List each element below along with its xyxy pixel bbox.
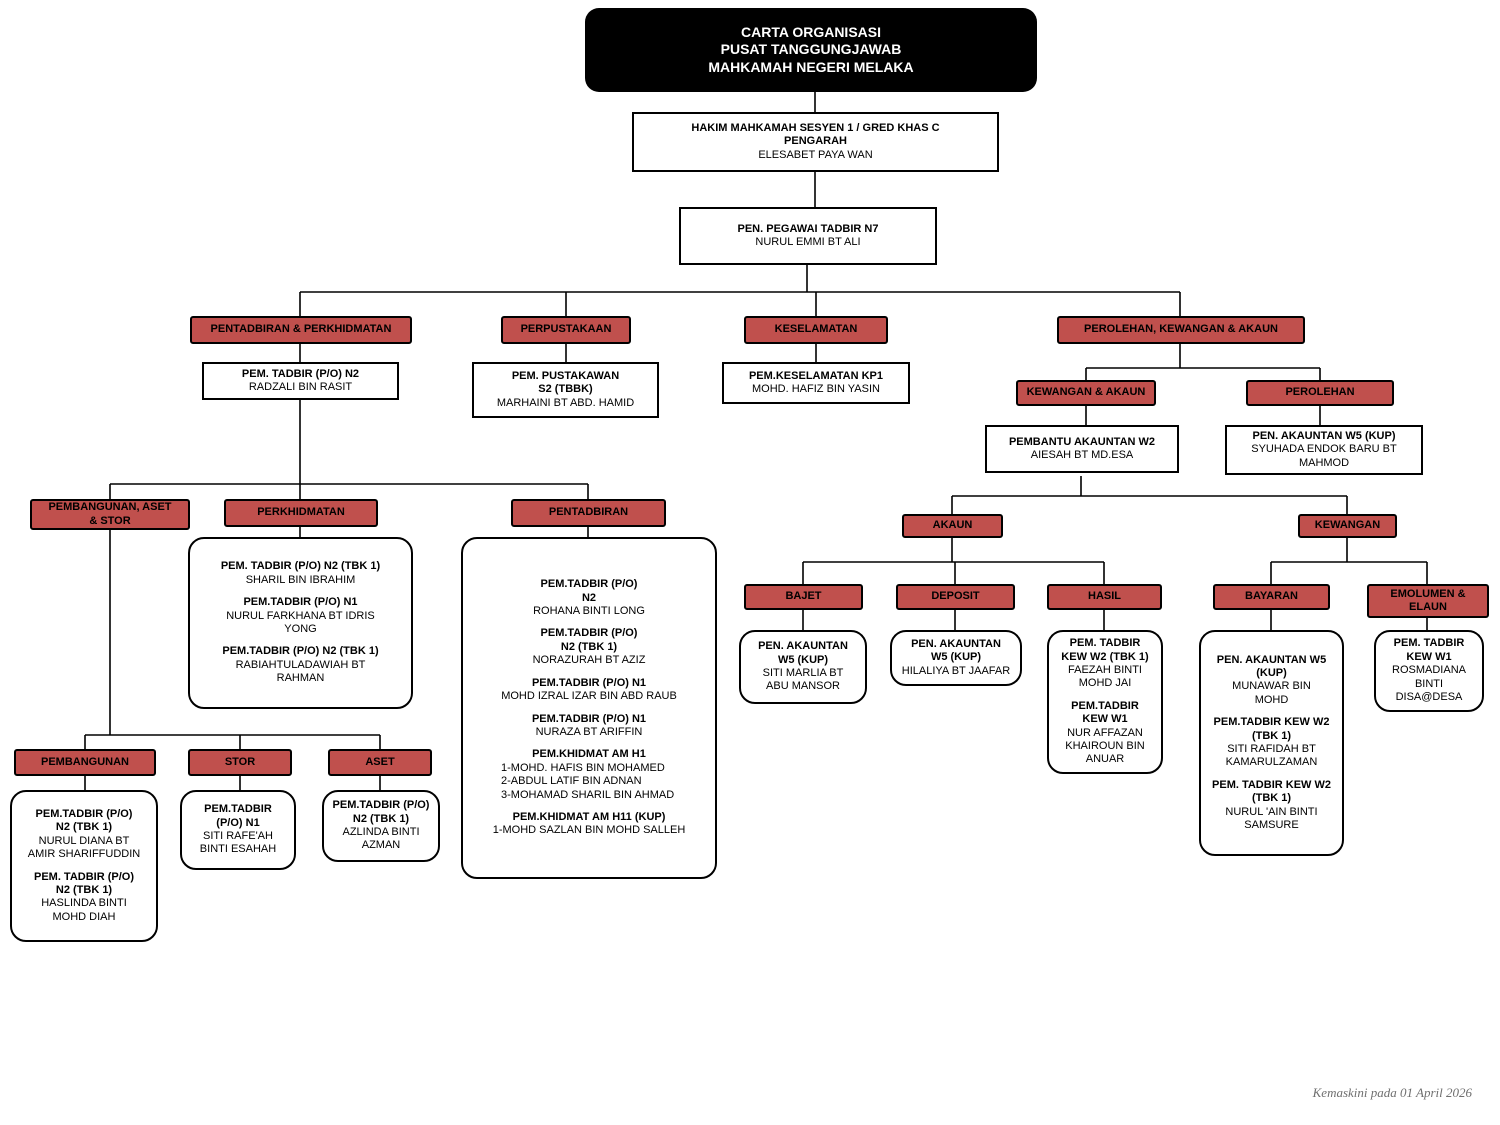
pem-tadbir-po-n2-role: PEM. TADBIR (P/O) N2 <box>241 367 360 380</box>
pentadbiran-role-4: PEM.TADBIR (P/O) N1 <box>531 712 647 725</box>
pembangunan-role-2a: PEM. TADBIR (P/O) <box>33 870 134 883</box>
bayaran-role-2b: (TBK 1) <box>1251 729 1292 742</box>
pentadbiran-name-1: ROHANA BINTI LONG <box>533 605 645 618</box>
pengarah-role-1: HAKIM MAHKAMAH SESYEN 1 / GRED KHAS C <box>691 121 940 134</box>
deposit-name-1: HILALIYA BT JAAFAR <box>901 664 1011 677</box>
emolumen-role-1b: KEW W1 <box>1406 650 1452 663</box>
bayaran-name-3a: NURUL 'AIN BINTI <box>1225 805 1318 818</box>
subdivision-deposit[interactable] <box>896 584 1015 610</box>
bayaran-name-2b: KAMARULZAMAN <box>1225 756 1318 769</box>
subdivision-bajet-label: BAJET <box>785 590 822 603</box>
title-line-3: MAHKAMAH NEGERI MELAKA <box>708 58 914 75</box>
division-perpustakaan-label: PERPUSTAKAAN <box>520 323 612 336</box>
subdivision-aset-label: ASET <box>365 755 395 768</box>
bayaran-name-3b: SAMSURE <box>1244 819 1299 832</box>
bajet-role-1b: W5 (KUP) <box>777 653 829 666</box>
deputy-name: NURUL EMMI BT ALI <box>755 236 861 248</box>
bayaran-role-1a: PEN. AKAUNTAN W5 <box>1216 653 1327 666</box>
pentadbiran-role-2a: PEM.TADBIR (P/O) <box>540 627 638 640</box>
subdivision-pembangunan-aset-stor[interactable] <box>30 499 190 530</box>
stor-name-1a: SITI RAFE'AH <box>203 830 273 842</box>
subdivision-emolumen-elaun-label-2: ELAUN <box>1409 601 1447 613</box>
bajet-name-1b: ABU MANSOR <box>766 680 840 693</box>
pentadbiran-name-4: NURAZA BT ARIFFIN <box>535 725 643 738</box>
title-line-2: PUSAT TANGGUNGJAWAB <box>720 41 902 58</box>
bayaran-role-2a: PEM.TADBIR KEW W2 <box>1213 716 1330 729</box>
perkhidmatan-role-3: PEM.TADBIR (P/O) N2 (TBK 1) <box>222 645 379 658</box>
staff-hasil <box>1047 630 1163 774</box>
division-keselamatan[interactable] <box>744 316 888 344</box>
subdivision-stor-label: STOR <box>224 755 256 768</box>
bayaran-role-1b: (KUP) <box>1256 666 1287 679</box>
subdivision-emolumen-elaun[interactable] <box>1367 584 1489 618</box>
pembangunan-name-2a: HASLINDA BINTI <box>41 897 127 910</box>
pem-pustakawan-role-2: S2 (TBBK) <box>538 383 593 396</box>
pentadbiran-role-3: PEM.TADBIR (P/O) N1 <box>531 676 647 689</box>
pentadbiran-role-1a: PEM.TADBIR (P/O) <box>540 578 638 591</box>
perkhidmatan-role-2: PEM.TADBIR (P/O) N1 <box>243 596 358 609</box>
subdivision-kewangan[interactable] <box>1298 514 1397 538</box>
perkhidmatan-name-2b: YONG <box>284 623 317 635</box>
pentadbiran-role-5: PEM.KHIDMAT AM H1 <box>532 748 646 761</box>
bayaran-name-1a: MUNAWAR BIN <box>1232 680 1311 693</box>
division-perolehan-kewangan-akaun[interactable] <box>1057 316 1305 344</box>
pengarah-role-2: PENGARAH <box>784 135 847 148</box>
pembangunan-role-1b: N2 (TBK 1) <box>55 821 113 834</box>
subdivision-perkhidmatan[interactable] <box>224 499 378 527</box>
emolumen-name-1a: ROSMADIANA <box>1392 664 1466 677</box>
pentadbiran-role-1b: N2 <box>581 591 597 604</box>
subdivision-perolehan[interactable] <box>1246 380 1394 406</box>
subdivision-aset[interactable] <box>328 749 432 776</box>
subdivision-pembangunan-aset-stor-label-1: PEMBANGUNAN, ASET <box>48 501 172 514</box>
node-pem-keselamatan <box>722 362 910 404</box>
subdivision-pentadbiran[interactable] <box>511 499 666 527</box>
pembangunan-role-1a: PEM.TADBIR (P/O) <box>35 807 133 820</box>
staff-pentadbiran <box>461 537 717 879</box>
node-pembantu-akauntan <box>985 425 1179 473</box>
pen-akauntan-w5-kup-name-1: SYUHADA ENDOK BARU BT <box>1251 443 1397 456</box>
pentadbiran-name-2: NORAZURAH BT AZIZ <box>532 654 646 667</box>
perkhidmatan-name-3b: RAHMAN <box>276 672 325 685</box>
pen-akauntan-w5-kup-role: PEN. AKAUNTAN W5 (KUP) <box>1252 429 1396 442</box>
deposit-role-1a: PEN. AKAUNTAN <box>911 637 1001 650</box>
pen-akauntan-w5-kup-name-2: MAHMOD <box>1298 456 1350 469</box>
aset-role-1a: PEM.TADBIR (P/O) <box>332 799 430 812</box>
bayaran-role-3a: PEM. TADBIR KEW W2 <box>1212 778 1331 791</box>
hasil-name-1a: FAEZAH BINTI <box>1068 663 1142 676</box>
staff-deposit <box>890 630 1022 686</box>
pem-keselamatan-name: MOHD. HAFIZ BIN YASIN <box>752 383 880 395</box>
bajet-name-1a: SITI MARLIA BT <box>762 667 844 679</box>
aset-name-1b: AZMAN <box>361 839 401 852</box>
staff-aset <box>322 790 440 862</box>
pembangunan-name-2b: MOHD DIAH <box>52 910 116 923</box>
emolumen-name-1b: BINTI <box>1414 677 1444 690</box>
subdivision-pembangunan-aset-stor-label-2: & STOR <box>89 514 131 527</box>
node-pem-pustakawan <box>472 362 659 418</box>
perkhidmatan-role-1: PEM. TADBIR (P/O) N2 (TBK 1) <box>220 560 381 573</box>
pentadbiran-name-6: 1-MOHD SAZLAN BIN MOHD SALLEH <box>492 824 686 837</box>
subdivision-pembangunan-label: PEMBANGUNAN <box>41 755 129 768</box>
subdivision-akaun-label: AKAUN <box>932 519 973 532</box>
staff-bajet <box>739 630 867 704</box>
hasil-role-1a: PEM. TADBIR <box>1069 637 1141 650</box>
deputy-role: PEN. PEGAWAI TADBIR N7 <box>737 222 879 235</box>
pentadbiran-role-6: PEM.KHIDMAT AM H11 (KUP) <box>512 810 666 823</box>
subdivision-akaun[interactable] <box>902 514 1003 538</box>
node-pem-tadbir-po-n2 <box>202 362 399 400</box>
stor-role-1b: (P/O) N1 <box>216 816 260 829</box>
division-perolehan-kewangan-akaun-label: PEROLEHAN, KEWANGAN & AKAUN <box>1084 323 1278 336</box>
subdivision-deposit-label: DEPOSIT <box>931 590 980 603</box>
pentadbiran-name-5c: 3-MOHAMAD SHARIL BIN AHMAD <box>501 788 675 801</box>
subdivision-kewangan-akaun[interactable] <box>1016 380 1156 406</box>
hasil-name-2a: NUR AFFAZAN <box>1067 726 1143 739</box>
stor-name-1b: BINTI ESAHAH <box>199 843 277 856</box>
staff-bayaran <box>1199 630 1344 856</box>
staff-emolumen-elaun <box>1374 630 1484 712</box>
last-updated-text: Kemaskini pada 01 April 2026 <box>1312 1085 1472 1100</box>
hasil-role-2b: KEW W1 <box>1082 713 1128 726</box>
perkhidmatan-name-1: SHARIL BIN IBRAHIM <box>245 573 356 586</box>
division-pentadbiran-perkhidmatan[interactable] <box>190 316 412 344</box>
hasil-name-2c: ANUAR <box>1085 753 1125 766</box>
pengarah-name: ELESABET PAYA WAN <box>758 148 873 161</box>
node-pengarah <box>632 112 999 172</box>
subdivision-stor[interactable] <box>188 749 292 776</box>
subdivision-pembangunan[interactable] <box>14 749 156 776</box>
staff-perkhidmatan <box>188 537 413 709</box>
perkhidmatan-name-2a: NURUL FARKHANA BT IDRIS <box>226 609 375 622</box>
division-keselamatan-label: KESELAMATAN <box>774 323 858 336</box>
staff-pembangunan <box>10 790 158 942</box>
division-pentadbiran-perkhidmatan-label: PENTADBIRAN & PERKHIDMATAN <box>210 323 392 336</box>
aset-role-1b: N2 (TBK 1) <box>352 812 410 825</box>
bajet-role-1a: PEN. AKAUNTAN <box>758 640 848 653</box>
pem-pustakawan-name: MARHAINI BT ABD. HAMID <box>496 396 635 409</box>
pembangunan-name-1a: NURUL DIANA BT <box>38 834 130 847</box>
pentadbiran-name-3: MOHD IZRAL IZAR BIN ABD RAUB <box>501 690 677 703</box>
pentadbiran-name-5a: 1-MOHD. HAFIS BIN MOHAMED <box>501 761 665 774</box>
hasil-role-2a: PEM.TADBIR <box>1071 699 1139 712</box>
hasil-role-1b: KEW W2 (TBK 1) <box>1061 650 1149 663</box>
emolumen-name-1c: DISA@DESA <box>1395 691 1463 704</box>
division-perpustakaan[interactable] <box>501 316 631 344</box>
emolumen-role-1a: PEM. TADBIR <box>1393 637 1465 650</box>
node-pen-akauntan-w5-kup <box>1225 425 1423 475</box>
subdivision-pentadbiran-label: PENTADBIRAN <box>548 506 629 519</box>
aset-name-1a: AZLINDA BINTI <box>342 826 420 838</box>
pem-keselamatan-role: PEM.KESELAMATAN KP1 <box>748 369 884 382</box>
hasil-name-2b: KHAIROUN BIN <box>1065 740 1145 753</box>
subdivision-bayaran-label: BAYARAN <box>1245 590 1298 603</box>
pembantu-akauntan-role: PEMBANTU AKAUNTAN W2 <box>1008 435 1156 448</box>
subdivision-bayaran[interactable] <box>1213 584 1330 610</box>
chart-title <box>585 8 1037 92</box>
deposit-role-1b: W5 (KUP) <box>930 651 982 664</box>
pem-tadbir-po-n2-name: RADZALI BIN RASIT <box>248 381 353 393</box>
pem-pustakawan-role-1: PEM. PUSTAKAWAN <box>511 369 620 382</box>
node-pen-pegawai-tadbir <box>679 207 937 265</box>
subdivision-hasil-label: HASIL <box>1088 590 1121 603</box>
subdivision-hasil[interactable] <box>1047 584 1162 610</box>
pembangunan-name-1b: AMIR SHARIFFUDDIN <box>27 848 141 861</box>
pembantu-akauntan-name: AIESAH BT MD.ESA <box>1030 449 1134 461</box>
stor-role-1a: PEM.TADBIR <box>204 803 272 816</box>
pentadbiran-role-2b: N2 (TBK 1) <box>560 640 618 653</box>
subdivision-kewangan-akaun-label: KEWANGAN & AKAUN <box>1026 386 1146 399</box>
pembangunan-role-2b: N2 (TBK 1) <box>55 883 113 896</box>
subdivision-emolumen-elaun-label-1: EMOLUMEN & <box>1390 587 1466 600</box>
subdivision-kewangan-label: KEWANGAN <box>1314 519 1381 532</box>
hasil-name-1b: MOHD JAI <box>1078 677 1132 690</box>
bayaran-name-1b: MOHD <box>1254 693 1289 706</box>
bayaran-role-3b: (TBK 1) <box>1251 792 1292 805</box>
subdivision-bajet[interactable] <box>744 584 863 610</box>
title-line-1: CARTA ORGANISASI <box>741 24 881 41</box>
staff-stor <box>180 790 296 870</box>
subdivision-perolehan-label: PEROLEHAN <box>1285 386 1355 399</box>
pentadbiran-name-5b: 2-ABDUL LATIF BIN ADNAN <box>501 775 642 788</box>
bayaran-name-2a: SITI RAFIDAH BT <box>1227 743 1316 755</box>
subdivision-perkhidmatan-label: PERKHIDMATAN <box>257 506 345 519</box>
perkhidmatan-name-3a: RABIAHTULADAWIAH BT <box>235 658 366 671</box>
